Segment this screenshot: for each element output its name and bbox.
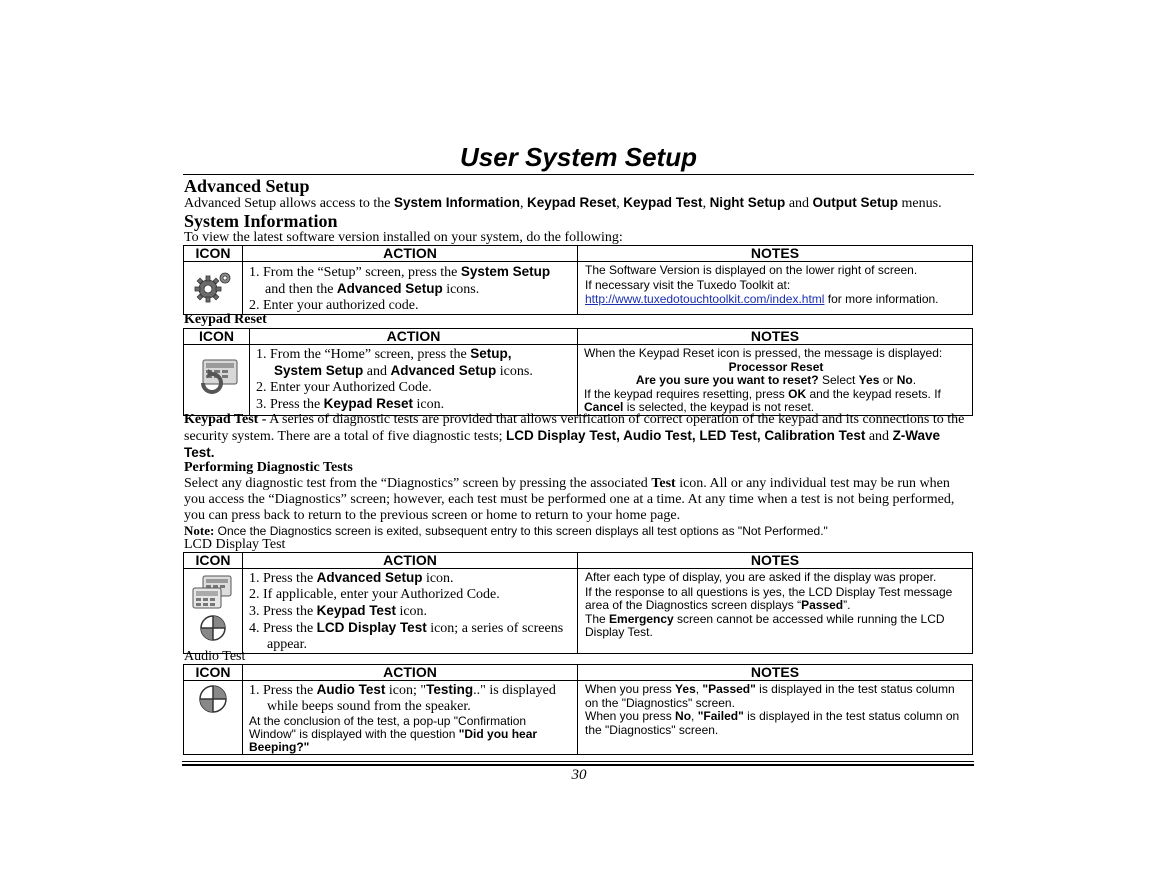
note-line: After each type of display, you are asked if the display was proper.	[585, 570, 937, 584]
keypad-reset-heading: Keypad Reset	[184, 312, 267, 327]
step-bold: System Setup	[460, 264, 551, 279]
step-text: 3. Press the	[249, 604, 317, 619]
note-text: If the response to all questions is yes, the LCD Display Test message area of the Diagnostics screen displays “	[585, 584, 953, 612]
separator: ,	[616, 196, 624, 211]
col-header-notes: NOTES	[578, 665, 973, 681]
note-line: The Software Version is displayed on the lower right of screen.	[585, 263, 918, 277]
step-text: .." is displayed while beeps sound from the speaker.	[267, 683, 556, 714]
title-rule	[183, 174, 974, 175]
conjunction: and	[865, 429, 893, 444]
step-text: icon; "	[385, 683, 427, 698]
col-header-action: ACTION	[250, 329, 578, 345]
step-text: 1. From the “Setup” screen, press the	[249, 265, 461, 280]
lcd-display-test-heading: LCD Display Test	[184, 537, 286, 552]
step-bold: Keypad Reset	[323, 396, 413, 411]
perf-text: icon. All or any individual test may be run when you access the “Diagnostics” screen; however, each test must be performed one at a time. At any time when a test is not being performed, you can press back to return to the previous screen or home to return to your home page.	[184, 476, 955, 523]
note-line	[585, 586, 968, 613]
note-text: The	[585, 611, 610, 626]
performing-tests-paragraph	[184, 476, 974, 524]
note-processor-reset: Processor Reset	[728, 359, 824, 374]
note-text: Once the Diagnostics screen is exited, subsequent entry to this screen displays all test options as "Not Performed."	[214, 524, 828, 538]
separator: ,	[519, 196, 527, 211]
step-2	[249, 715, 573, 754]
col-header-notes: NOTES	[578, 553, 973, 569]
note-line	[585, 613, 968, 640]
system-information-action	[243, 262, 578, 315]
col-header-notes: NOTES	[578, 329, 973, 345]
keypad-reset-icon	[184, 345, 250, 416]
note-bold: Are you sure you want to reset?	[635, 373, 819, 387]
step-1	[249, 570, 573, 587]
note-text: and the keypad resets. If	[806, 386, 941, 401]
step-3	[256, 396, 573, 413]
keypad-reset-action	[250, 345, 578, 416]
step-bold: Audio Test	[316, 682, 386, 697]
col-header-icon: ICON	[184, 665, 243, 681]
lcd-display-test-notes	[578, 569, 973, 654]
step-1	[256, 346, 573, 380]
toolkit-link[interactable]: http://www.tuxedotouchtoolkit.com/index.html	[585, 292, 825, 306]
step-text: 1. Press the	[249, 571, 317, 586]
keypad-reset-table	[183, 328, 973, 416]
step-bold: Keypad Test	[316, 603, 396, 618]
test-icon	[201, 616, 225, 640]
note-line: When the Keypad Reset icon is pressed, the message is displayed:	[584, 346, 943, 360]
step-text: 1. From the “Home” screen, press the	[256, 347, 471, 362]
step-text: icons.	[442, 282, 480, 297]
note-bold: Yes	[858, 373, 880, 387]
system-information-heading: System Information	[184, 211, 338, 231]
zwave-test: Z-Wave Test.	[184, 428, 941, 460]
audio-test-table	[183, 664, 973, 755]
keypad-reset-notes	[578, 345, 973, 416]
menu-keypad-reset: Keypad Reset	[526, 195, 617, 210]
note-text: If the keypad requires resetting, press	[584, 386, 789, 401]
note-bold: Cancel	[584, 400, 624, 414]
note-text: Select	[818, 373, 859, 387]
system-information-notes	[578, 262, 973, 315]
audio-test-action	[243, 681, 578, 755]
note-text: .	[912, 373, 917, 387]
note-text: ,	[691, 709, 698, 723]
step-3	[249, 603, 573, 620]
step-text: icon; a series of screens appear.	[267, 621, 564, 652]
keypad-test-heading: Keypad Test -	[184, 412, 267, 427]
note-line	[585, 683, 968, 710]
menu-night-setup: Night Setup	[709, 195, 786, 210]
step-text: icon.	[422, 571, 454, 586]
col-header-action: ACTION	[243, 246, 578, 262]
system-information-table	[183, 245, 973, 315]
col-header-icon: ICON	[184, 246, 243, 262]
step-text: icon.	[412, 397, 445, 412]
note-text: ,	[695, 682, 703, 696]
step-text: icons.	[496, 364, 533, 379]
lcd-test-icons	[184, 569, 243, 654]
step-bold: System Setup	[274, 363, 364, 378]
note-bold: Passed	[801, 598, 844, 612]
step-bold: Advanced Setup	[336, 281, 443, 296]
keypad-test-text: A series of diagnostic tests are provided that allows verification of correct operation of the keypad and its connections to the security system. There are a total of five diagnostic tests;	[184, 412, 965, 444]
note-line	[585, 710, 968, 737]
step-text: icon.	[395, 604, 428, 619]
note-line	[584, 388, 968, 415]
note-bold: No	[675, 709, 692, 723]
perf-bold: Test	[651, 476, 676, 491]
note-bold: "Failed"	[697, 709, 744, 723]
step-text: 3. Press the	[256, 397, 324, 412]
note-text: for more information.	[824, 292, 939, 306]
menu-keypad-test: Keypad Test	[623, 195, 703, 210]
page-number: 30	[571, 767, 587, 783]
step-bold: Setup,	[470, 346, 512, 361]
audio-test-heading: Audio Test	[184, 649, 246, 664]
col-header-notes: NOTES	[578, 246, 973, 262]
step-2: 2. Enter your Authorized Code.	[256, 380, 432, 395]
step-bold: Advanced Setup	[390, 363, 497, 378]
note-text: When you press	[585, 709, 676, 723]
intro-text: Advanced Setup allows access to the	[184, 196, 394, 211]
note-text: is displayed in the test status column on the "Diagnostics" screen.	[585, 709, 960, 737]
footer-rule	[182, 761, 974, 762]
advanced-setup-icon	[189, 574, 237, 644]
lcd-display-test-table	[183, 552, 973, 654]
note-text: is selected, the keypad is not reset.	[623, 400, 815, 414]
step-2: 2. Enter your authorized code.	[249, 298, 419, 313]
suffix-text: menus.	[898, 196, 942, 211]
system-information-intro: To view the latest software version installed on your system, do the following:	[184, 230, 623, 245]
note-text: is displayed in the test status column on the "Diagnostics" screen.	[585, 682, 955, 710]
col-header-icon: ICON	[184, 553, 243, 569]
keypad-test-paragraph	[184, 412, 974, 462]
col-header-icon: ICON	[184, 329, 250, 345]
note-line	[585, 293, 968, 307]
note-bold: OK	[788, 386, 807, 401]
step-text: and	[363, 364, 391, 379]
menu-system-information: System Information	[393, 195, 520, 210]
note-text: screen cannot be accessed while running the LCD Display Test.	[585, 611, 945, 639]
gear-icon	[184, 262, 243, 315]
footer-rule	[182, 764, 974, 766]
step-1	[249, 264, 573, 298]
note-confirm-line	[584, 374, 968, 388]
separator: ,	[702, 196, 710, 211]
perf-text: Select any diagnostic test from the “Diagnostics” screen by pressing the associated	[184, 476, 652, 491]
step-bold: LCD Display Test	[316, 620, 427, 635]
step-2: 2. If applicable, enter your Authorized Code.	[249, 587, 500, 602]
advanced-setup-heading: Advanced Setup	[184, 176, 310, 196]
performing-tests-heading: Performing Diagnostic Tests	[184, 460, 353, 475]
step-text: At the conclusion of the test, a pop-up "Confirmation Window" is displayed with the question	[249, 714, 527, 741]
test-icon	[184, 681, 243, 755]
conjunction: and	[785, 196, 813, 211]
step-text: 1. Press the	[249, 683, 317, 698]
note-bold: "Passed"	[702, 682, 756, 696]
note-bold: Yes	[675, 682, 696, 696]
note-bold: No	[896, 373, 913, 387]
lcd-display-test-action	[243, 569, 578, 654]
col-header-action: ACTION	[243, 665, 578, 681]
note-line: If necessary visit the Tuxedo Toolkit at:	[585, 277, 791, 292]
advanced-setup-intro	[184, 195, 974, 212]
step-text: 4. Press the	[249, 621, 317, 636]
step-1	[249, 682, 573, 715]
note-text: ”.	[843, 598, 851, 612]
note-text: When you press	[585, 682, 676, 696]
note-text: or	[879, 373, 897, 387]
step-bold: "Did you hear Beeping?"	[249, 727, 538, 754]
step-bold: Testing	[426, 682, 474, 697]
step-text: and then the	[265, 282, 337, 297]
audio-test-notes	[578, 681, 973, 755]
step-bold: Advanced Setup	[316, 570, 423, 585]
test-list: LCD Display Test, Audio Test, LED Test, Calibration Test	[506, 428, 866, 443]
note-bold: Emergency	[609, 611, 674, 626]
note-label: Note:	[184, 523, 215, 538]
page-title: User System Setup	[460, 142, 697, 172]
col-header-action: ACTION	[243, 553, 578, 569]
menu-output-setup: Output Setup	[812, 195, 899, 210]
